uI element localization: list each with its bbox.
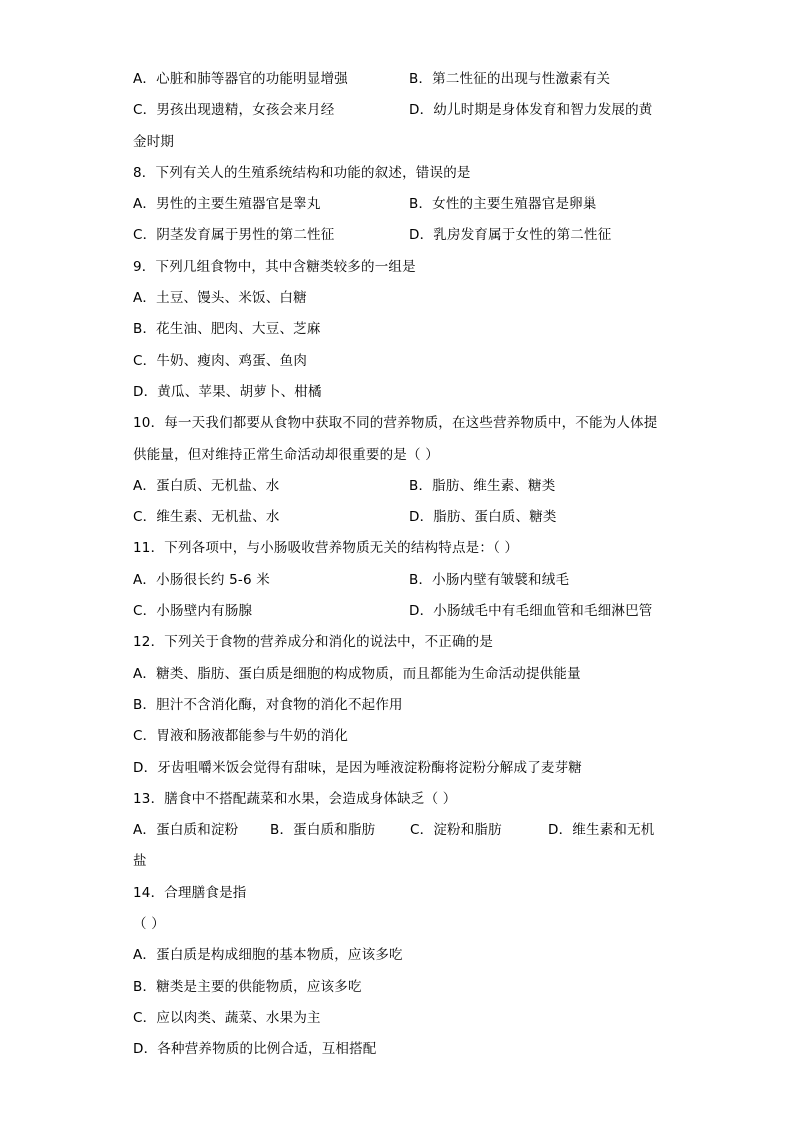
q7-option-c: C．男孩出现遗精，女孩会来月经	[133, 102, 335, 119]
q13-option-b: B．蛋白质和脂肪	[270, 822, 376, 839]
q8-options-cd	[133, 220, 663, 251]
q13-option-c: C．淀粉和脂肪	[410, 822, 502, 839]
q9-option-d: D．黄瓜、苹果、胡萝卜、柑橘	[133, 383, 322, 400]
q11-stem: 11．下列各项中，与小肠吸收营养物质无关的结构特点是：（ ）	[133, 540, 519, 557]
q10-option-a: A．蛋白质、无机盐、水	[133, 477, 280, 494]
q11-option-a: A．小肠很长约 5-6 米	[133, 571, 270, 588]
q10-options-ab	[133, 471, 663, 502]
q14-option-d: D．各种营养物质的比例合适，互相搭配	[133, 1041, 377, 1058]
q7-option-b: B．第二性征的出现与性激素有关	[409, 71, 611, 87]
q8-option-a: A．男性的主要生殖器官是睾丸	[133, 196, 321, 213]
q13-option-a: A．蛋白质和淀粉	[133, 822, 239, 839]
q10-options-cd	[133, 502, 663, 533]
q12-option-b: B．胆汁不含消化酶，对食物的消化不起作用	[133, 696, 403, 713]
q13-option-d: D．维生素和无机	[548, 822, 655, 839]
q11-option-b: B．小肠内壁有皱襞和绒毛	[409, 571, 570, 588]
q7-option-d: D．幼儿时期是身体发育和智力发展的黄	[409, 102, 653, 119]
question-list	[133, 64, 663, 1066]
q14-stem: 14．合理膳食是指	[133, 884, 247, 901]
q8-option-c: C．阴茎发育属于男性的第二性征	[133, 227, 335, 244]
q9-option-b: B．花生油、肥肉、大豆、芝麻	[133, 321, 321, 338]
q14-option-c: C．应以肉类、蔬菜、水果为主	[133, 1009, 321, 1026]
q7-options-ab	[133, 64, 663, 95]
q10-stem-continued: 供能量，但对维持正常生命活动却很重要的是（ ）	[133, 446, 439, 463]
q11-options-cd	[133, 596, 663, 627]
q13-stem: 13．膳食中不搭配蔬菜和水果，会造成身体缺乏（ ）	[133, 790, 457, 807]
q14-option-b: B．糖类是主要的供能物质，应该多吃	[133, 978, 362, 995]
q9-option-c: C．牛奶、瘦肉、鸡蛋、鱼肉	[133, 352, 308, 369]
q7-option-d-continued: 金时期	[133, 133, 175, 150]
q12-option-d: D．牙齿咀嚼米饭会觉得有甜味，是因为唾液淀粉酶将淀粉分解成了麦芽糖	[133, 759, 582, 776]
q8-options-ab	[133, 189, 663, 220]
q8-option-b: B．女性的主要生殖器官是卵巢	[409, 196, 597, 213]
q11-option-c: C．小肠壁内有肠腺	[133, 603, 253, 620]
q8-stem: 8．下列有关人的生殖系统结构和功能的叙述，错误的是	[133, 164, 471, 181]
q12-option-c: C．胃液和肠液都能参与牛奶的消化	[133, 728, 349, 745]
q10-stem: 10．每一天我们都要从食物中获取不同的营养物质，在这些营养物质中，不能为人体提	[133, 415, 658, 432]
q8-option-d: D．乳房发育属于女性的第二性征	[409, 227, 612, 244]
q10-option-b: B．脂肪、维生素、糖类	[409, 477, 556, 494]
q14-answer-blank: （ ）	[133, 916, 165, 933]
q9-option-a: A．土豆、馒头、米饭、白糖	[133, 290, 307, 307]
q7-option-a: A．心脏和肺等器官的功能明显增强	[133, 71, 348, 87]
q14-option-a: A．蛋白质是构成细胞的基本物质，应该多吃	[133, 947, 403, 964]
q11-option-d: D．小肠绒毛中有毛细血管和毛细淋巴管	[409, 603, 653, 620]
q9-stem: 9．下列几组食物中，其中含糖类较多的一组是	[133, 258, 416, 275]
q7-options-cd	[133, 95, 663, 126]
q13-option-d-continued: 盐	[133, 853, 147, 870]
q11-options-ab	[133, 565, 663, 596]
q12-stem: 12．下列关于食物的营养成分和消化的说法中，不正确的是	[133, 634, 494, 651]
q13-options	[133, 815, 663, 846]
q10-option-c: C．维生素、无机盐、水	[133, 509, 280, 526]
q12-option-a: A．糖类、脂肪、蛋白质是细胞的构成物质，而且都能为生命活动提供能量	[133, 665, 581, 682]
q10-option-d: D．脂肪、蛋白质、糖类	[409, 509, 557, 526]
